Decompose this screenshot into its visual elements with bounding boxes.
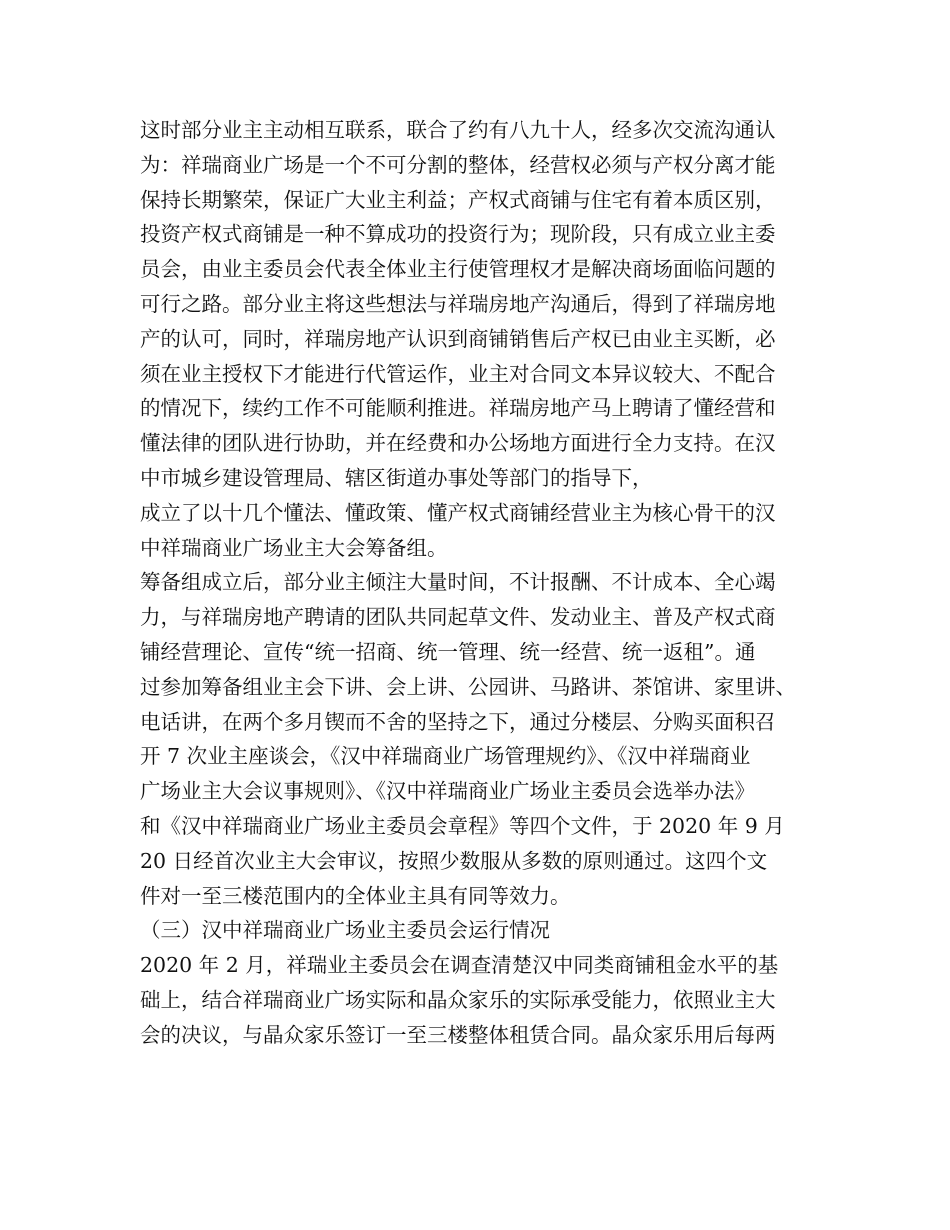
text-line: 和《汉中祥瑞商业广场业主委员会章程》等四个文件，于 2020 年 9 月 — [140, 813, 785, 838]
text-line: 开 7 次业主座谈会，《汉中祥瑞商业广场管理规约》、《汉中祥瑞商业 — [140, 744, 751, 769]
text-line: 懂法律的团队进行协助，并在经费和办公场地方面进行全力支持。在汉 — [140, 431, 776, 456]
document-body — [140, 113, 830, 1053]
text-line: 会的决议，与晶众家乐签订一至三楼整体租赁合同。晶众家乐用后每两 — [140, 1022, 776, 1047]
text-line: 成立了以十几个懂法、懂政策、懂产权式商铺经营业主为核心骨干的汉 — [140, 500, 776, 525]
text-line: 产的认可，同时，祥瑞房地产认识到商铺销售后产权已由业主买断，必 — [140, 326, 776, 351]
text-line: 件对一至三楼范围内的全体业主具有同等效力。 — [140, 883, 571, 908]
text-line: 中祥瑞商业广场业主大会筹备组。 — [140, 535, 448, 560]
text-line: 础上，结合祥瑞商业广场实际和晶众家乐的实际承受能力，依照业主大 — [140, 987, 776, 1012]
section-heading: （三）汉中祥瑞商业广场业主委员会运行情况 — [140, 918, 550, 943]
text-line: 投资产权式商铺是一种不算成功的投资行为；现阶段，只有成立业主委 — [140, 222, 776, 247]
text-line: 筹备组成立后，部分业主倾注大量时间，不计报酬、不计成本、全心竭 — [140, 570, 776, 595]
text-line: 为：祥瑞商业广场是一个不可分割的整体，经营权必须与产权分离才能 — [140, 152, 776, 177]
text-line: 20 日经首次业主大会审议，按照少数服从多数的原则通过。这四个文 — [140, 848, 768, 873]
text-line: 力，与祥瑞房地产聘请的团队共同起草文件、发动业主、普及产权式商 — [140, 605, 776, 630]
text-line: 铺经营理论、宣传“统一招商、统一管理、统一经营、统一返租”。通 — [140, 639, 756, 664]
text-line: 的情况下，续约工作不可能顺利推进。祥瑞房地产马上聘请了懂经营和 — [140, 396, 776, 421]
text-line: 电话讲，在两个多月锲而不舍的坚持之下，通过分楼层、分购买面积召 — [140, 709, 776, 734]
text-line: 中市城乡建设管理局、辖区街道办事处等部门的指导下， — [140, 465, 653, 490]
text-line: 过参加筹备组业主会下讲、会上讲、公园讲、马路讲、茶馆讲、家里讲、 — [140, 674, 796, 699]
text-line: 保持长期繁荣，保证广大业主利益；产权式商铺与住宅有着本质区别， — [140, 187, 776, 212]
text-line: 2020 年 2 月，祥瑞业主委员会在调查清楚汉中同类商铺租金水平的基 — [140, 953, 779, 978]
text-line: 可行之路。部分业主将这些想法与祥瑞房地产沟通后，得到了祥瑞房地 — [140, 291, 776, 316]
text-line: 须在业主授权下才能进行代管运作，业主对合同文本异议较大、不配合 — [140, 361, 776, 386]
text-line: 员会，由业主委员会代表全体业主行使管理权才是解决商场面临问题的 — [140, 257, 776, 282]
text-line: 这时部分业主主动相互联系，联合了约有八九十人，经多次交流沟通认 — [140, 118, 776, 142]
text-line: 广场业主大会议事规则》、《汉中祥瑞商业广场业主委员会选举办法》 — [140, 779, 755, 804]
